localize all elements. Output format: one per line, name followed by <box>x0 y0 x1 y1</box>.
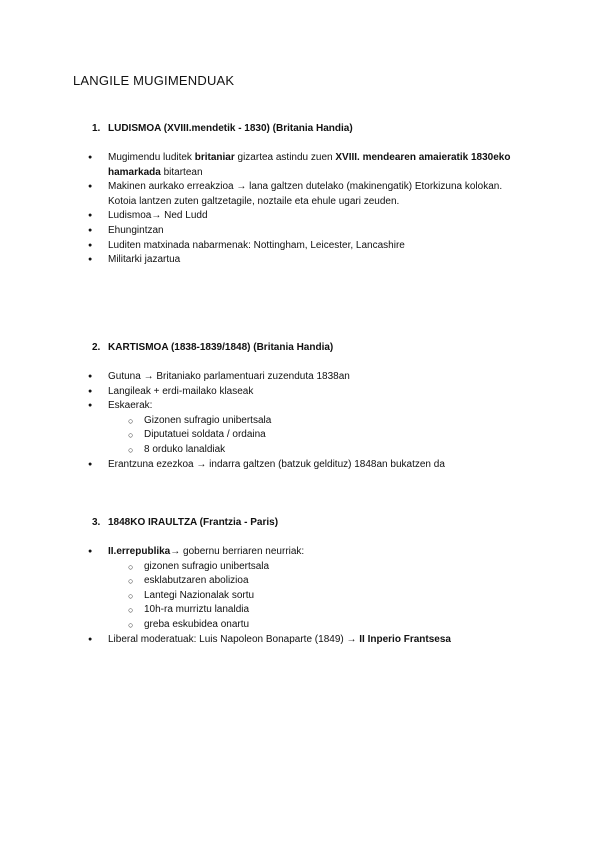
section-heading-1848-iraultza <box>73 517 278 528</box>
section-title: KARTISMOA (1838-1839/1848) (Britania Handia) <box>108 342 334 353</box>
bold-text: britaniar <box>194 152 235 163</box>
list-item <box>0 151 530 180</box>
list-item: ● Langileak + erdi-mailako klaseak <box>0 385 530 400</box>
section-heading-ludismoa <box>73 123 353 134</box>
iraultza-bullet-list <box>0 545 530 647</box>
bold-text: II.errepublika <box>108 546 171 557</box>
sub-list-item: ○ gizonen sufragio unibertsala <box>108 560 530 575</box>
bold-text: II Inperio Frantsesa <box>359 633 451 645</box>
text-run: Liberal moderatuak: Luis Napoleon Bonaparte (1849) → <box>108 633 360 645</box>
section-number: 3. <box>92 517 101 528</box>
eskaerak-sublist <box>108 414 530 458</box>
sub-list-item: ○ Gizonen sufragio unibertsala <box>108 414 530 429</box>
list-item <box>0 545 530 633</box>
list-item: ● Makinen aurkako erreakzioa → lana galtzen dutelako (makinengatik) Etorkizuna kolokan. Kotoia lantzen zuten galtzetagile, noztaile eta ehule ugari zeuden. <box>0 180 530 209</box>
list-item <box>0 633 530 648</box>
text-run: Mugimendu luditek <box>108 152 195 163</box>
section-title: LUDISMOA (XVIII.mendetik - 1830) (Britania Handia) <box>108 123 353 134</box>
sub-list-item: ○ Diputatuei soldata / ordaina <box>108 428 530 443</box>
list-item: ● Erantzuna ezezkoa → indarra galtzen (batzuk geldituz) 1848an bukatzen da <box>0 458 530 473</box>
sub-list-item: ○ Lantegi Nazionalak sortu <box>108 589 530 604</box>
list-item-label: Eskaerak: <box>108 400 153 412</box>
neurriak-sublist <box>108 560 530 633</box>
list-item: ● Luditen matxinada nabarmenak: Nottingham, Leicester, Lancashire <box>0 239 530 254</box>
text-run: → gobernu berriaren neurriak: <box>170 546 305 557</box>
sub-list-item: ○ 8 orduko lanaldiak <box>108 443 530 458</box>
sub-list-item: ○ esklabutzaren abolizioa <box>108 574 530 589</box>
list-item <box>0 399 530 457</box>
list-item: ● Ehungintzan <box>0 224 530 239</box>
bold-text: XVIII. mendearen amaieratik 1830eko hamarkada <box>108 152 511 178</box>
sub-list-item: ○ greba eskubidea onartu <box>108 618 530 633</box>
section-heading-kartismoa <box>73 342 333 353</box>
list-item: ● Ludismoa→ Ned Ludd <box>0 209 530 224</box>
list-item: ● Militarki jazartua <box>0 253 530 268</box>
ludismoa-bullet-list <box>0 151 530 268</box>
kartismoa-bullet-list <box>0 370 530 472</box>
text-run: bitartean <box>160 166 203 178</box>
list-item: ● Gutuna → Britaniako parlamentuari zuzenduta 1838an <box>0 370 530 385</box>
section-number: 2. <box>92 342 101 353</box>
section-number: 1. <box>92 123 101 134</box>
sub-list-item: ○ 10h-ra murriztu lanaldia <box>108 603 530 618</box>
section-title: 1848KO IRAULTZA (Frantzia - Paris) <box>108 517 279 528</box>
text-run: gizartea astindu zuen <box>234 152 336 163</box>
page-title: LANGILE MUGIMENDUAK <box>73 73 235 88</box>
